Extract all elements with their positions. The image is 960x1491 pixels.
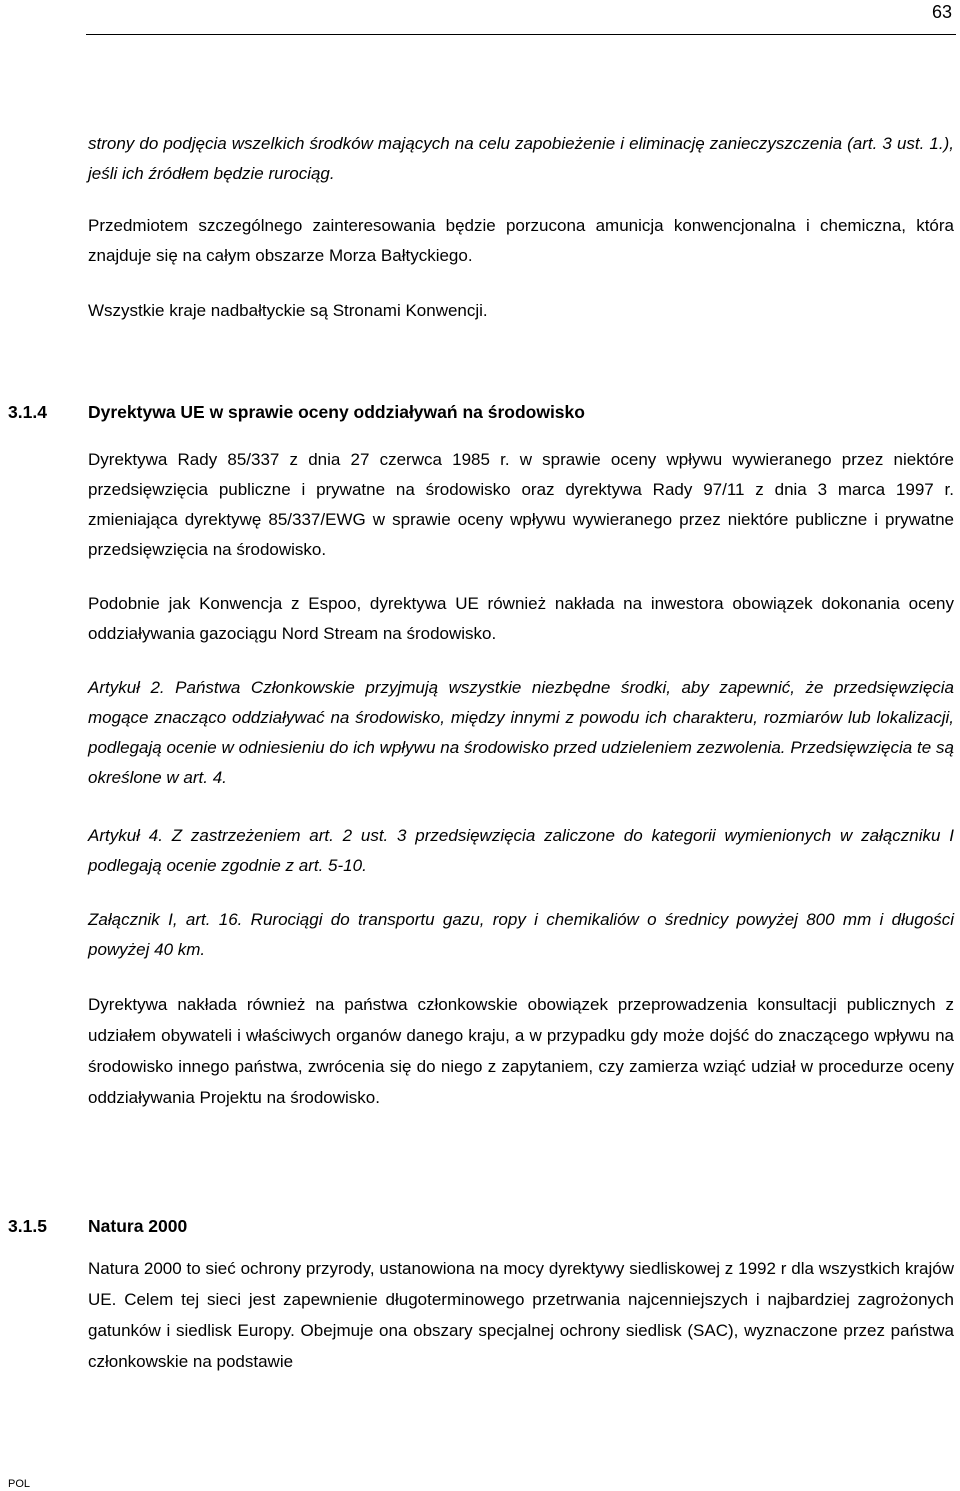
section-title: Dyrektywa UE w sprawie oceny oddziaływań na środowisko bbox=[88, 402, 585, 422]
paragraph-article-4: Artykuł 4. Z zastrzeżeniem art. 2 ust. 3 przedsięwzięcia zaliczone do kategorii wymienionych w załączniku I podlegają ocenie zgodnie z art. 5-10. bbox=[88, 826, 954, 875]
header-rule bbox=[86, 34, 956, 35]
paragraph-annex-1: Załącznik I, art. 16. Rurociągi do transportu gazu, ropy i chemikaliów o średnicy powyżej 800 mm i długości powyżej 40 km. bbox=[88, 910, 954, 959]
page-number: 63 bbox=[931, 2, 952, 22]
section-title: Natura 2000 bbox=[88, 1216, 188, 1236]
paragraph-consultation: Dyrektywa nakłada również na państwa członkowskie obowiązek przeprowadzenia konsultacji publicznych z udziałem obywateli i właściwych organów danego kraju, a w przypadku gdy może dojść do znaczącego wpływu na środowisko innego państwa, zwrócenia się do niego z zapytaniem, czy zamierza wziąć udział w procedurze oceny oddziaływania Projektu na środowisko. bbox=[88, 995, 954, 1107]
paragraph-directive: Dyrektywa Rady 85/337 z dnia 27 czerwca 1985 r. w sprawie oceny wpływu wywieranego przez niektóre przedsięwzięcia publiczne i prywatne na środowisko oraz dyrektywa Rady 97/11 z dnia 3 marca 1997 r. zmieniająca dyrektywę 85/337/EWG w sprawie oceny wpływu wywieranego przez niektóre publiczne i prywatne przedsięwzięcia na środowisko. bbox=[88, 450, 954, 559]
paragraph-espoo: Podobnie jak Konwencja z Espoo, dyrektywa UE również nakłada na inwestora obowiązek dokonania oceny oddziaływania gazociągu Nord Stream na środowisko. bbox=[88, 594, 954, 643]
paragraph-article-2: Artykuł 2. Państwa Członkowskie przyjmują wszystkie niezbędne środki, aby zapewnić, że przedsięwzięcia mogące znacząco oddziaływać na środowisko, między innymi z powodu ich charakteru, rozmiarów lub lokalizacji, podlegają ocenie w odniesieniu do ich wpływu na środowisko przed udzieleniem zezwolenia. Przedsięwzięcia te są określone w art. 4. bbox=[88, 678, 954, 787]
paragraph-parties: Wszystkie kraje nadbałtyckie są Stronami Konwencji. bbox=[88, 301, 488, 320]
section-number: 3.1.4 bbox=[8, 402, 47, 422]
section-heading-314 bbox=[8, 402, 585, 423]
footer-language-code: POL bbox=[8, 1478, 31, 1490]
paragraph-natura-2000: Natura 2000 to sieć ochrony przyrody, ustanowiona na mocy dyrektywy siedliskowej z 1992 r dla wszystkich krajów UE. Celem tej sieci jest zapewnienie długoterminowego przetrwania najcenniejszych i najbardziej zagrożonych gatunków i siedlisk Europy. Obejmuje ona obszary specjalnej ochrony siedlisk (SAC), wyznaczone przez państwa członkowskie na podstawie bbox=[88, 1259, 954, 1371]
paragraph-ammunition: Przedmiotem szczególnego zainteresowania będzie porzucona amunicja konwencjonalna i chemiczna, która znajduje się na całym obszarze Morza Bałtyckiego. bbox=[88, 216, 954, 265]
paragraph-intro: strony do podjęcia wszelkich środków mających na celu zapobieżenie i eliminację zanieczyszczenia (art. 3 ust. 1.), jeśli ich źródłem będzie rurociąg. bbox=[88, 134, 954, 183]
section-heading-315 bbox=[8, 1216, 187, 1237]
section-number: 3.1.5 bbox=[8, 1216, 47, 1236]
